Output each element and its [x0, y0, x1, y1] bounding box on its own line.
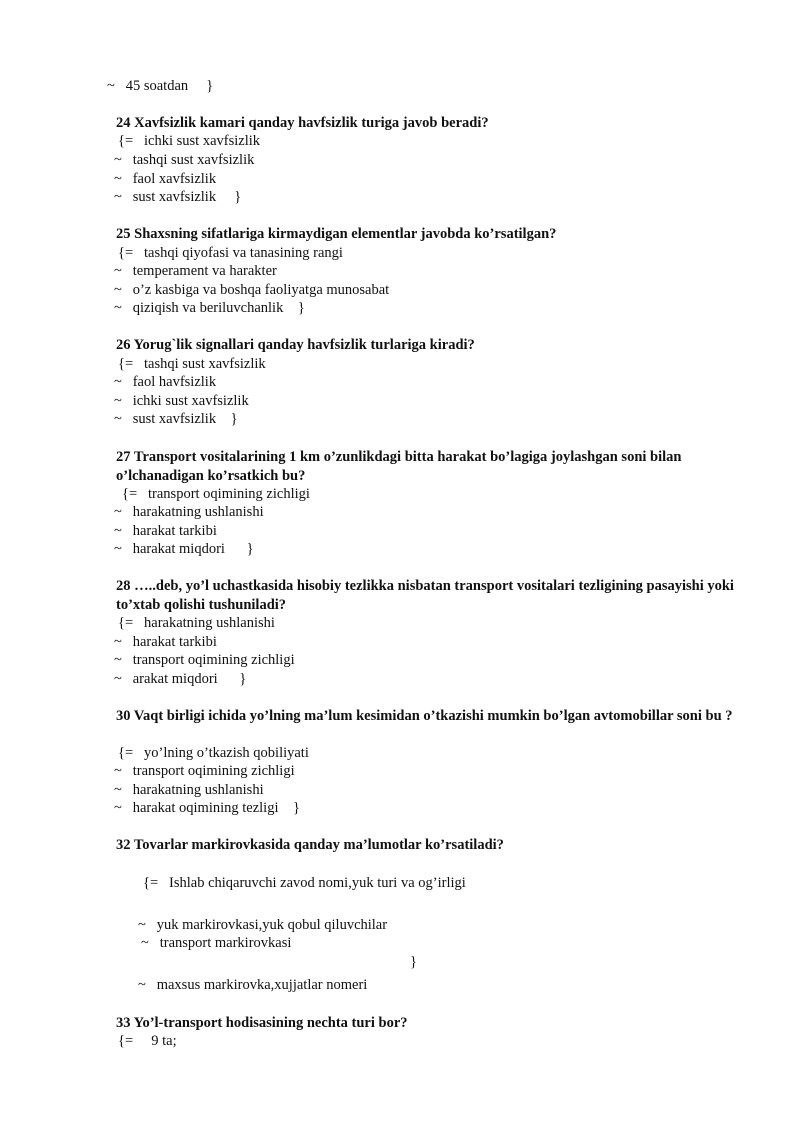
q33-answer-correct: {= 9 ta; — [118, 1033, 177, 1049]
q32-answer-correct: {= Ishlab chiqaruvchi zavod nomi,yuk turi va og’irligi — [143, 875, 466, 891]
q25-answer-3: ~ o’z kasbiga va boshqa faoliyatga munosabat — [114, 282, 390, 298]
question-30: 30 Vaqt birligi ichida yo’lning ma’lum kesimidan o’tkazishi mumkin bo’lgan avtomobillar soni bu ? — [116, 708, 733, 724]
q25-answer-2: ~ temperament va harakter — [114, 263, 277, 279]
q25-answer-correct: {= tashqi qiyofasi va tanasining rangi — [118, 245, 343, 261]
q25-answer-4: ~ qiziqish va beriluvchanlik } — [114, 300, 305, 316]
q32-closing-brace: } — [410, 954, 417, 970]
q26-answer-2: ~ faol havfsizlik — [114, 374, 217, 390]
question-32: 32 Tovarlar markirovkasida qanday ma’lumotlar ko’rsatiladi? — [116, 837, 504, 853]
q28-answer-4: ~ arakat miqdori } — [114, 671, 247, 687]
q30-answer-2: ~ transport oqimining zichligi — [114, 763, 295, 779]
q28-answer-3: ~ transport oqimining zichligi — [114, 652, 295, 668]
question-26: 26 Yorug`lik signallari qanday havfsizlik turlariga kiradi? — [116, 337, 475, 353]
q27-answer-3: ~ harakat tarkibi — [114, 523, 217, 539]
question-33: 33 Yo’l-transport hodisasining nechta turi bor? — [116, 1015, 408, 1031]
q24-answer-4: ~ sust xavfsizlik } — [114, 189, 242, 205]
prev-answer-line: ~ 45 soatdan } — [107, 78, 214, 94]
question-28: 28 …..deb, yo’l uchastkasida hisobiy tezlikka nisbatan transport vositalari tezligining pasayishi yoki to’xtab qolishi tushuniladi? — [116, 578, 734, 613]
q26-answer-correct: {= tashqi sust xavfsizlik — [118, 356, 266, 372]
q30-answer-4: ~ harakat oqimining tezligi } — [114, 800, 300, 816]
q30-answer-3: ~ harakatning ushlanishi — [114, 782, 264, 798]
q24-answer-2: ~ tashqi sust xavfsizlik — [114, 152, 255, 168]
q30-answer-correct: {= yo’lning o’tkazish qobiliyati — [118, 745, 309, 761]
question-24: 24 Xavfsizlik kamari qanday havfsizlik turiga javob beradi? — [116, 115, 489, 131]
q24-answer-correct: {= ichki sust xavfsizlik — [118, 133, 260, 149]
q26-answer-4: ~ sust xavfsizlik } — [114, 411, 238, 427]
q24-answer-3: ~ faol xavfsizlik — [114, 171, 217, 187]
q32-answer-3: ~ transport markirovkasi — [141, 935, 292, 951]
question-25: 25 Shaxsning sifatlariga kirmaydigan elementlar javobda ko’rsatilgan? — [116, 226, 557, 242]
q32-answer-2: ~ yuk markirovkasi,yuk qobul qiluvchilar — [138, 917, 388, 933]
q28-answer-correct: {= harakatning ushlanishi — [118, 615, 275, 631]
q32-answer-4: ~ maxsus markirovka,xujjatlar nomeri — [138, 977, 368, 993]
q27-answer-correct: {= transport oqimining zichligi — [122, 486, 310, 502]
q27-answer-2: ~ harakatning ushlanishi — [114, 504, 264, 520]
q26-answer-3: ~ ichki sust xavfsizlik — [114, 393, 249, 409]
question-27: 27 Transport vositalarining 1 km o’zunlikdagi bitta harakat bo’lagiga joylashgan soni bilan o’lchanadigan ko’rsatkich bu? — [116, 449, 682, 484]
q28-answer-2: ~ harakat tarkibi — [114, 634, 217, 650]
q27-answer-4: ~ harakat miqdori } — [114, 541, 254, 557]
